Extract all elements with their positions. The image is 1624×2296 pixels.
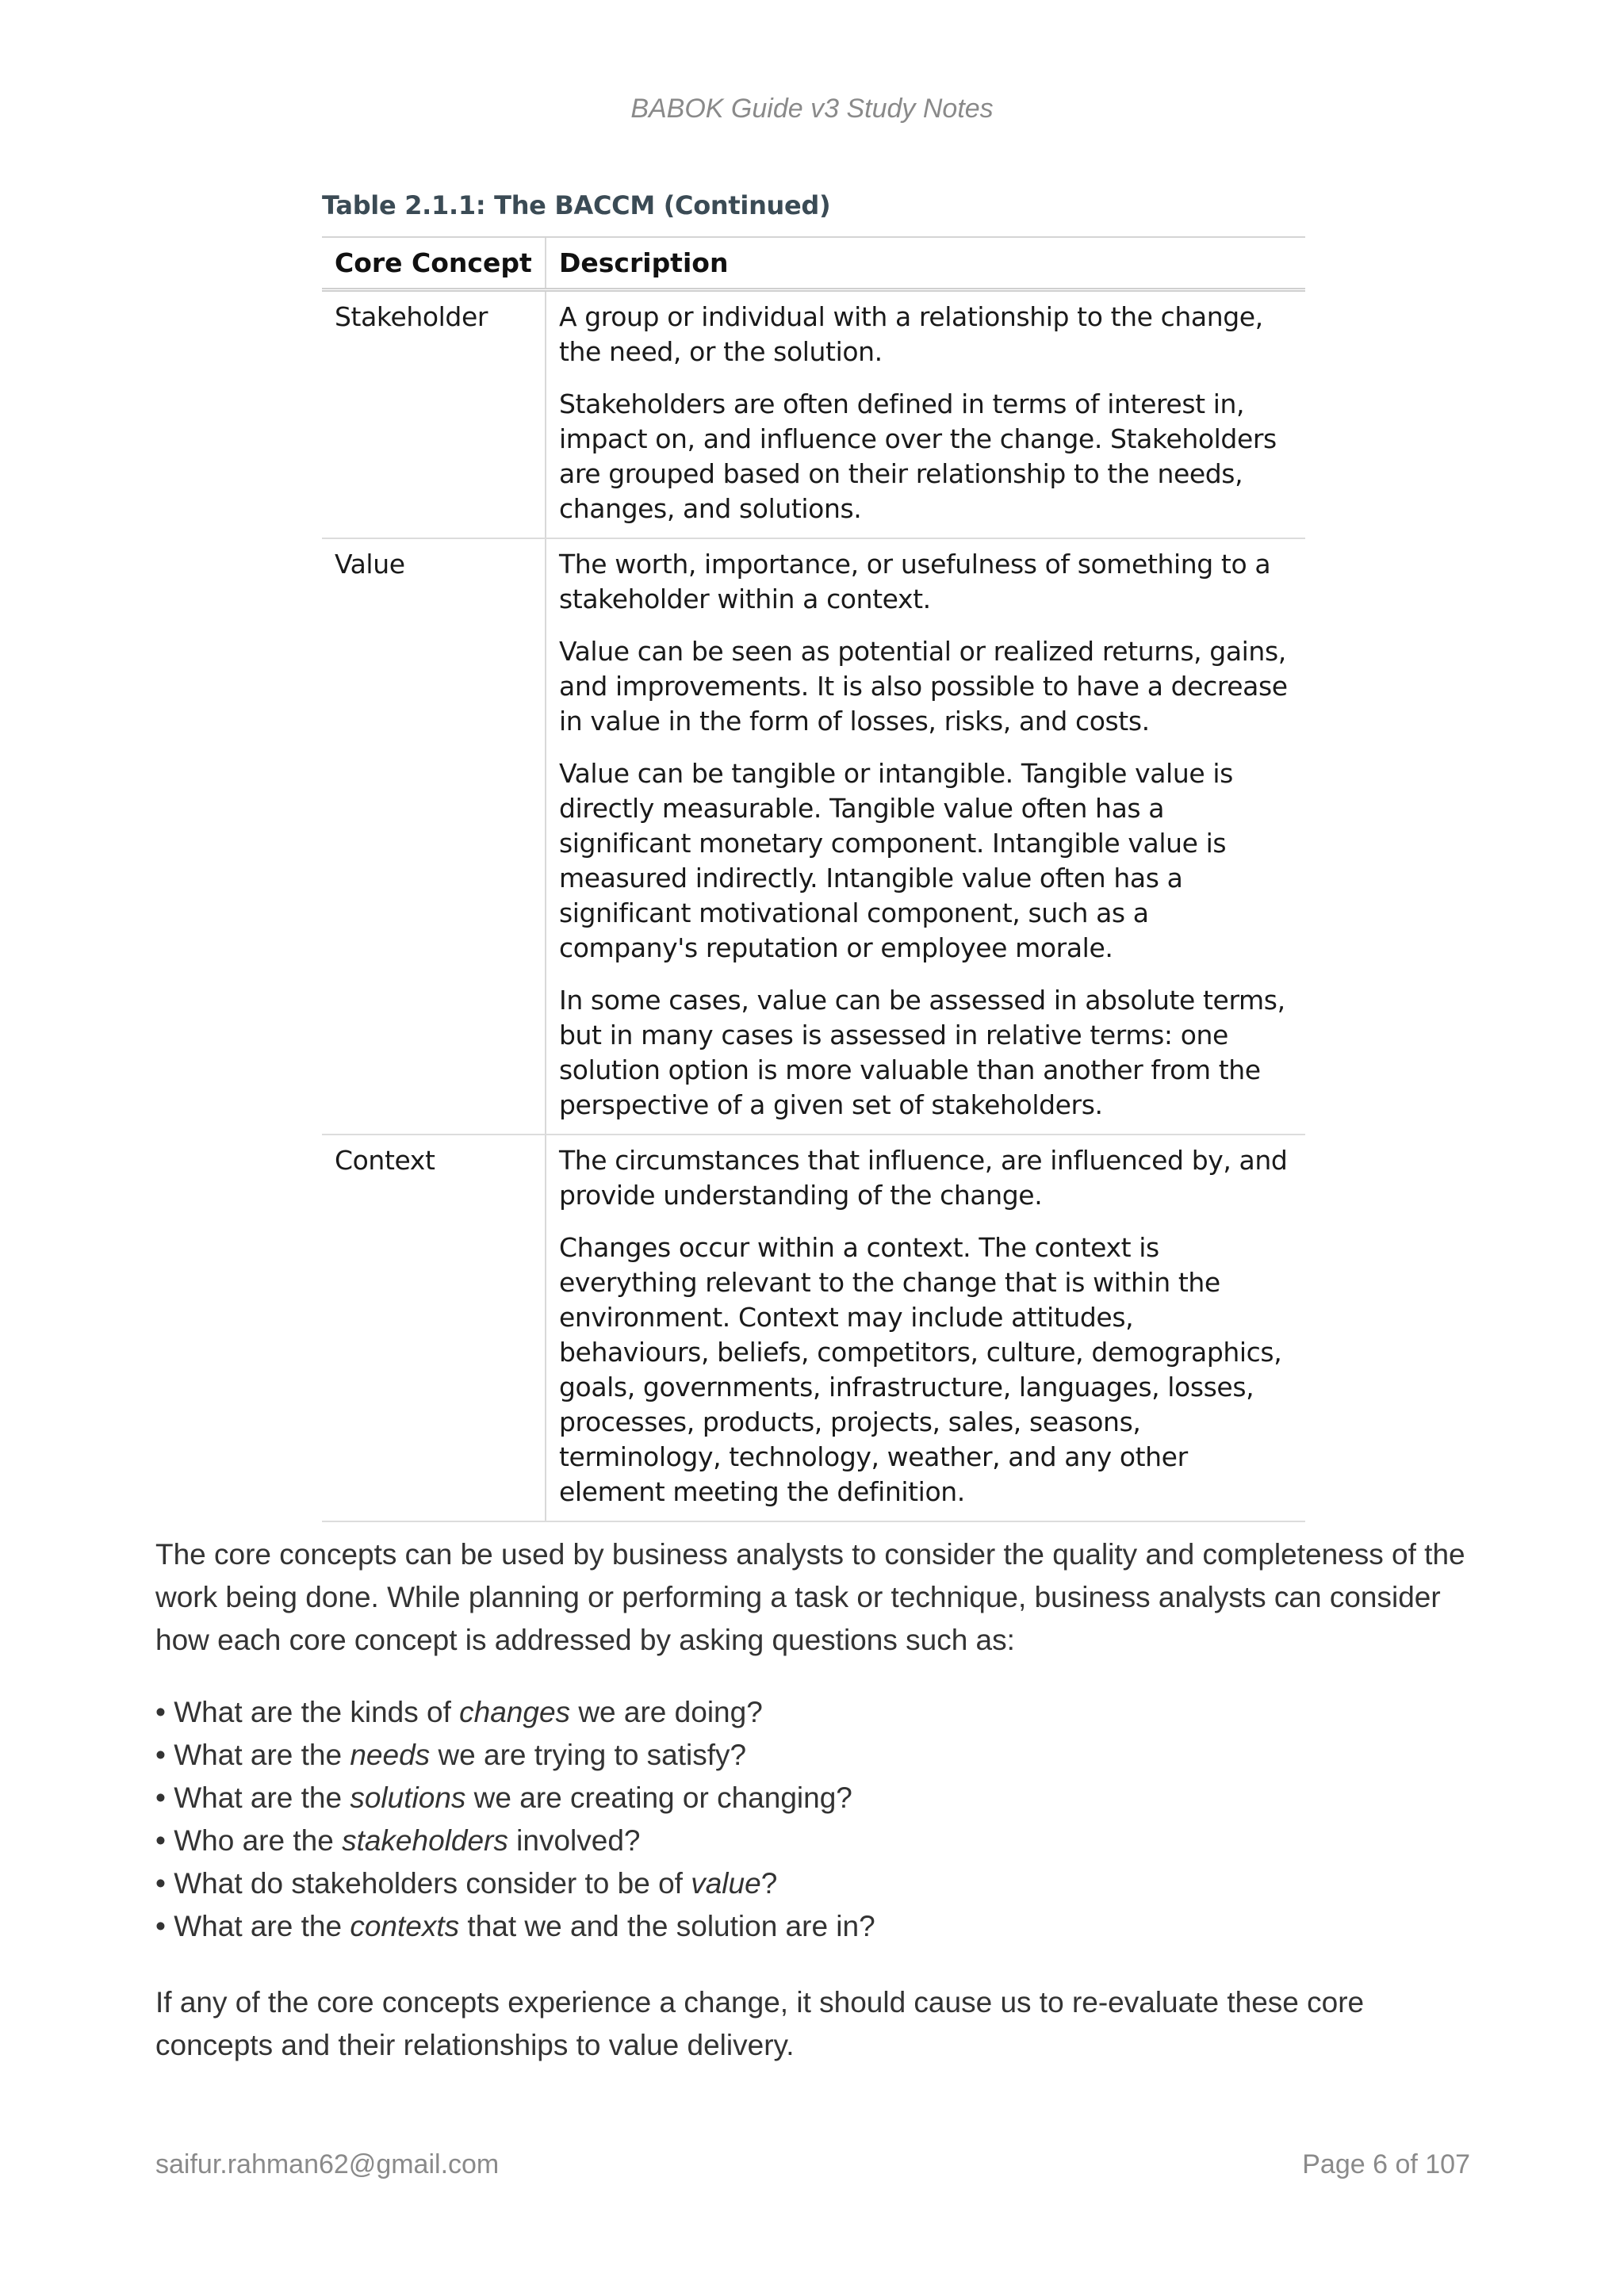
core-concept-term: solutions	[350, 1781, 466, 1814]
concept-cell: Value	[322, 538, 546, 1135]
description-cell	[546, 538, 1305, 1135]
table-row-context	[322, 1135, 1305, 1521]
question-text: we are creating or changing?	[465, 1781, 852, 1814]
description-paragraph: In some cases, value can be assessed in absolute terms, but in many cases is assessed in relative terms: one solution option is more valuable than another from the perspective of a given set of stakeholders.	[559, 985, 1285, 1120]
question-item	[155, 1905, 1472, 1948]
question-text: What are the	[165, 1910, 350, 1942]
running-header: BABOK Guide v3 Study Notes	[630, 94, 994, 124]
question-text: What are the	[165, 1781, 350, 1814]
description-paragraph: A group or individual with a relationship to the change, the need, or the solution.	[559, 301, 1263, 367]
bullet-mark: •	[155, 1867, 166, 1900]
description-paragraph: The worth, importance, or usefulness of something to a stakeholder within a context.	[559, 549, 1271, 614]
table-caption: Table 2.1.1: The BACCM (Continued)	[322, 190, 831, 220]
bullet-mark: •	[155, 1910, 166, 1942]
closing-text: If any of the core concepts experience a change, it should cause us to re-evaluate these core concepts and their relationships to value delivery.	[155, 1986, 1365, 2061]
core-concept-term: changes	[459, 1696, 571, 1728]
intro-paragraph	[155, 1533, 1472, 1662]
column-header-core-concept: Core Concept	[322, 237, 546, 290]
footer-page-number: Page 6 of 107	[1302, 2149, 1470, 2179]
closing-paragraph	[155, 1981, 1472, 2067]
question-item	[155, 1691, 1472, 1734]
baccm-table-block	[322, 190, 1305, 1522]
question-item	[155, 1862, 1472, 1905]
table-row-stakeholder	[322, 290, 1305, 539]
core-concept-term: stakeholders	[342, 1824, 508, 1857]
description-paragraph: Stakeholders are often defined in terms of interest in, impact on, and influence over the change. Stakeholders are grouped based on their relationship to the needs, changes, and solutions.	[559, 388, 1277, 524]
description-paragraph: The circumstances that influence, are influenced by, and provide understanding of the change.	[559, 1145, 1288, 1211]
intro-text: The core concepts can be used by business analysts to consider the quality and completeness of the work being done. While planning or performing a task or technique, business analysts can consider how each core concept is addressed by asking questions such as:	[155, 1538, 1465, 1656]
question-text: that we and the solution are in?	[459, 1910, 875, 1942]
concept-cell: Stakeholder	[322, 290, 546, 539]
question-text: involved?	[508, 1824, 641, 1857]
baccm-table	[322, 236, 1305, 1522]
question-text: we are doing?	[570, 1696, 763, 1728]
description-cell	[546, 290, 1305, 539]
footer-email: saifur.rahman62@gmail.com	[155, 2149, 500, 2179]
description-cell	[546, 1135, 1305, 1521]
question-item	[155, 1820, 1472, 1862]
question-text: ?	[760, 1867, 778, 1900]
question-item	[155, 1777, 1472, 1820]
question-text: What are the	[165, 1739, 350, 1771]
question-text: we are trying to satisfy?	[430, 1739, 747, 1771]
table-row-value	[322, 538, 1305, 1135]
core-concept-term: contexts	[350, 1910, 460, 1942]
bullet-mark: •	[155, 1824, 166, 1857]
question-text: What do stakeholders consider to be of	[165, 1867, 691, 1900]
question-list	[155, 1691, 1472, 1948]
question-item	[155, 1734, 1472, 1777]
core-concept-term: value	[691, 1867, 761, 1900]
core-concept-term: needs	[350, 1739, 431, 1771]
question-text: What are the kinds of	[165, 1696, 460, 1728]
bullet-mark: •	[155, 1696, 166, 1728]
question-text: Who are the	[165, 1824, 343, 1857]
description-paragraph: Value can be seen as potential or realized returns, gains, and improvements. It is also possible to have a decrease in value in the form of losses, risks, and costs.	[559, 636, 1288, 737]
bullet-mark: •	[155, 1739, 166, 1771]
bullet-mark: •	[155, 1781, 166, 1814]
description-paragraph: Changes occur within a context. The context is everything relevant to the change that is within the environment. Context may include attitudes, behaviours, beliefs, competitors, culture, demographics, goals, governments, infrastructure, languages, losses, processes, products, projects, sales, seasons, terminology, technology, weather, and any other element meeting the definition.	[559, 1232, 1282, 1507]
description-paragraph: Value can be tangible or intangible. Tangible value is directly measurable. Tangible value often has a significant monetary component. Intangible value is measured indirectly. Intangible value often has a significant motivational component, such as a company's reputation or employee morale.	[559, 758, 1233, 963]
table-header-row	[322, 237, 1305, 290]
column-header-description: Description	[546, 237, 1305, 290]
concept-cell: Context	[322, 1135, 546, 1521]
